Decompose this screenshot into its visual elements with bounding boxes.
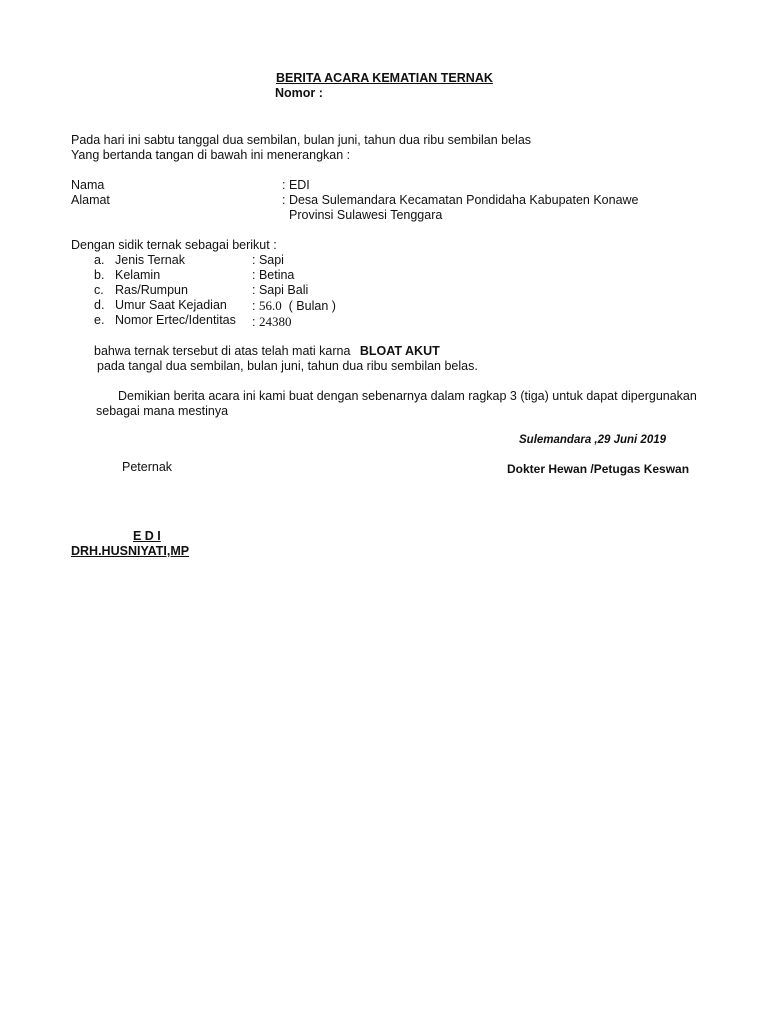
list-item-letter: e. [94, 313, 105, 327]
alamat-value-line-2: Provinsi Sulawesi Tenggara [289, 208, 443, 222]
intro-line-1: Pada hari ini sabtu tanggal dua sembilan, bulan juni, tahun dua ribu sembilan belas [71, 133, 532, 147]
nomor-identitas-prefix: : [252, 315, 256, 329]
umur-label: Umur Saat Kejadian [115, 298, 227, 312]
cause-of-death: BLOAT AKUT [359, 344, 440, 358]
nomor-identitas-number: 24380 [258, 314, 292, 329]
ras-rumpun-label: Ras/Rumpun [115, 283, 188, 297]
umur-value-unit: ( Bulan ) [281, 299, 336, 313]
statement-line-1 [94, 344, 440, 359]
jenis-ternak-label: Jenis Ternak [115, 253, 185, 267]
list-item-letter: c. [94, 283, 104, 297]
nama-value: : EDI [282, 178, 310, 192]
left-signer-name: E D I [133, 529, 161, 543]
alamat-value-line-1: : Desa Sulemandara Kecamatan Pondidaha Kabupaten Konawe [282, 193, 639, 207]
alamat-label: Alamat [71, 193, 110, 207]
nomor-identitas-value [252, 314, 291, 330]
statement-line-2: pada tangal dua sembilan, bulan juni, tahun dua ribu sembilan belas. [97, 359, 478, 373]
left-signer-role: Peternak [122, 460, 173, 474]
right-signer-name: DRH.HUSNIYATI,MP [71, 544, 190, 558]
kelamin-value: : Betina [252, 268, 295, 282]
livestock-intro: Dengan sidik ternak sebagai berikut : [71, 238, 277, 252]
nomor-identitas-label: Nomor Ertec/Identitas [115, 313, 236, 327]
document-title: BERITA ACARA KEMATIAN TERNAK [276, 71, 493, 85]
umur-value [252, 298, 336, 314]
umur-value-number: 56.0 [258, 298, 282, 313]
list-item-letter: a. [94, 253, 105, 267]
right-signer-role: Dokter Hewan /Petugas Keswan [507, 462, 690, 476]
jenis-ternak-value: : Sapi [252, 253, 284, 267]
list-item-letter: d. [94, 298, 105, 312]
nama-label: Nama [71, 178, 105, 192]
kelamin-label: Kelamin [115, 268, 161, 282]
umur-value-prefix: : [252, 299, 256, 313]
closing-line-1: Demikian berita acara ini kami buat dengan sebenarnya dalam ragkap 3 (tiga) untuk dapat dipergunakan [118, 389, 697, 403]
document-number-label: Nomor : [275, 86, 323, 100]
list-item-letter: b. [94, 268, 105, 282]
ras-rumpun-value: : Sapi Bali [252, 283, 309, 297]
closing-line-2: sebagai mana mestinya [96, 404, 229, 418]
intro-line-2: Yang bertanda tangan di bawah ini menerangkan : [71, 148, 351, 162]
place-date: Sulemandara ,29 Juni 2019 [519, 434, 667, 446]
statement-text: bahwa ternak tersebut di atas telah mati karna [94, 344, 351, 358]
